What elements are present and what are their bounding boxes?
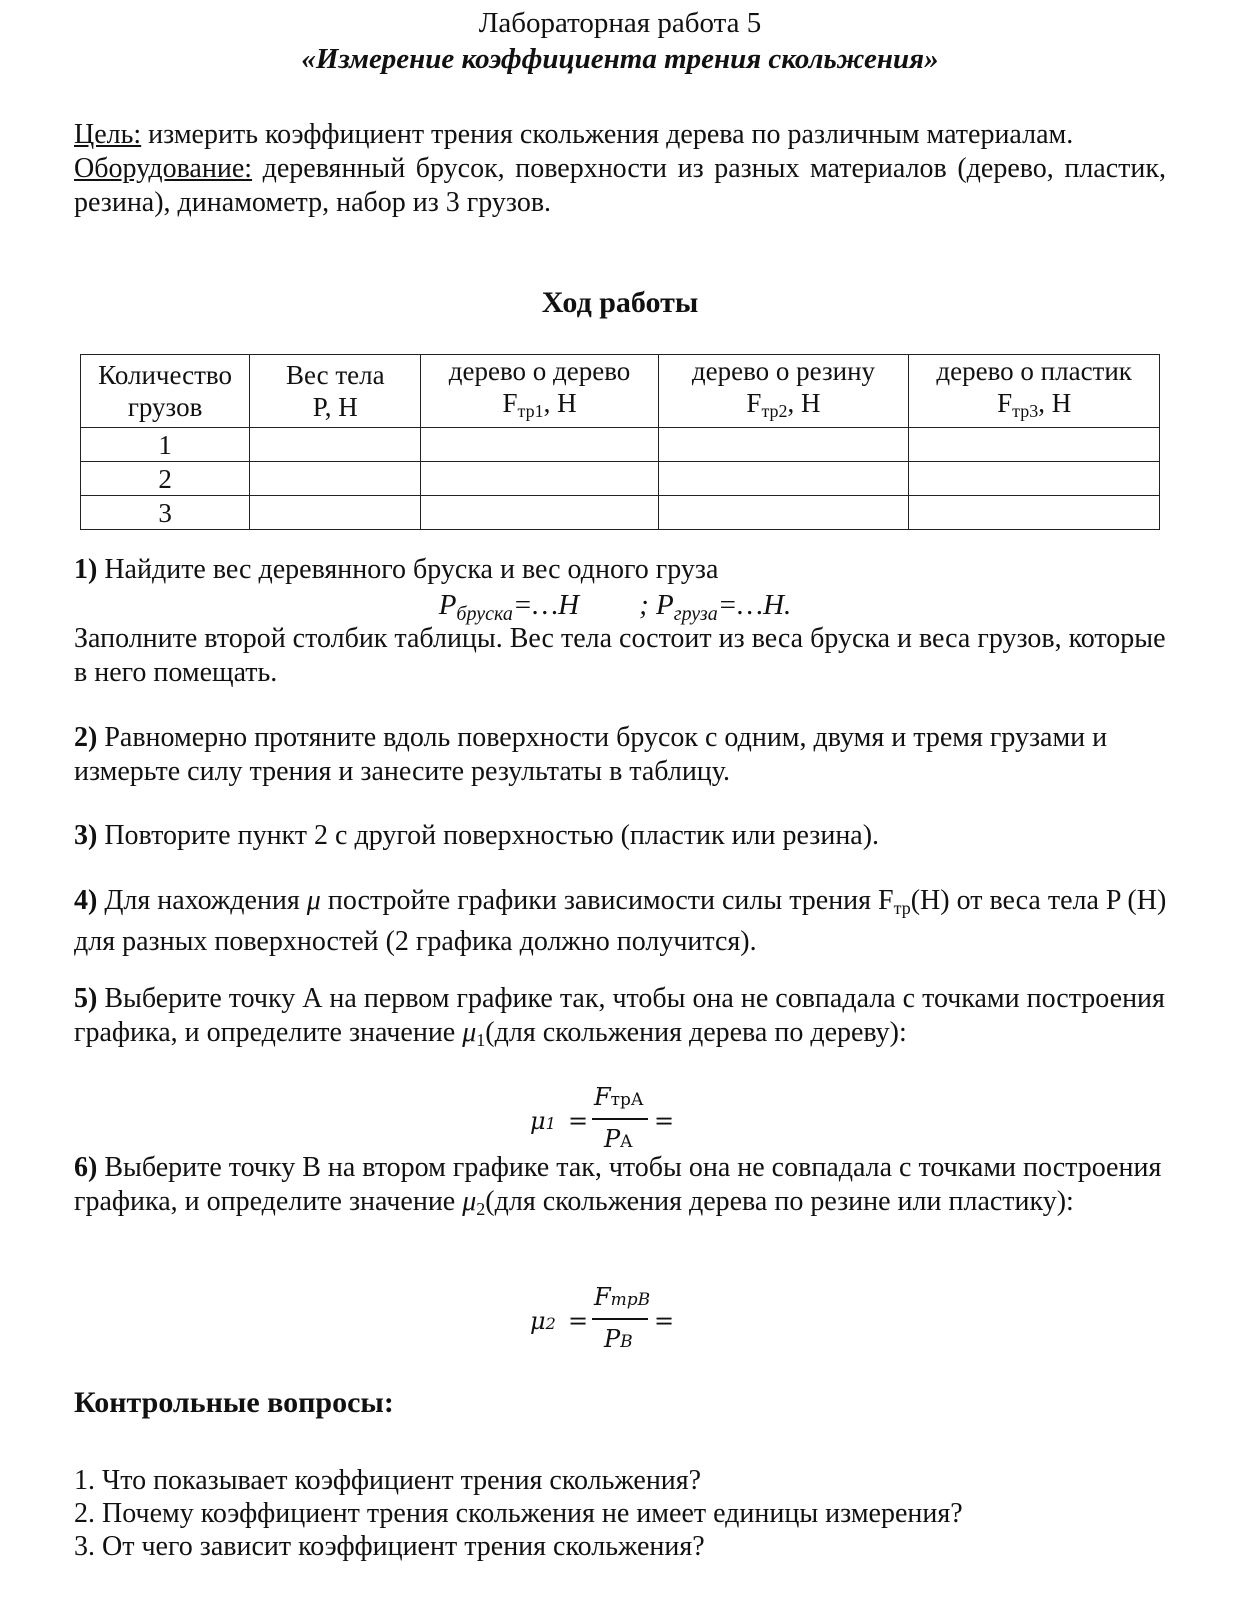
table-row [81, 496, 1160, 530]
step-5: 5) Выберите точку А на первом графике так, чтобы она не совпадала с точками построения графика, и определите значение $\mu_1(для$ скольжения дерева по дереву): [74, 983, 1165, 1050]
table-row [81, 462, 1160, 496]
header-cell: дерево о резину $F_{тр2}$, Н [658, 355, 909, 428]
doc-subtitle: «Измерение коэффициента трения скольжения» [301, 43, 939, 75]
table-cell [658, 428, 909, 462]
goal-text: измерить коэффициент трения скольжения дерева по различным материалам. [141, 119, 1074, 150]
table-header-row [81, 355, 1160, 428]
table-cell [421, 496, 658, 530]
table-cell [658, 462, 909, 496]
step-1: 1) Найдите вес деревянного бруска и вес одного груза [74, 554, 719, 585]
table-cell: 2 [81, 462, 250, 496]
mu2-formula: μ2 = FтрB PB = [530, 1283, 675, 1353]
table-cell [421, 462, 658, 496]
question-item: 2. Почему коэффициент трения скольжения не имеет единицы измерения? [74, 1498, 963, 1529]
question-item: 1. Что показывает коэффициент трения скольжения? [74, 1465, 702, 1496]
step-2: 2) Равномерно протяните вдоль поверхности брусок с одним, двумя и тремя грузами и измерьте силу трения и занесите результаты в таблицу. [74, 722, 1108, 787]
header-cell: дерево о дерево $F_{тр1}$, Н [421, 355, 658, 428]
mu1-formula: μ1 = FтрA PA = [530, 1083, 675, 1153]
step-6: 6) Выберите точку В на втором графике так, чтобы она не совпадала с точками построения графика, и определите значение $\mu_2(для$ скольжения дерева по резине или пластику): [74, 1152, 1162, 1219]
measurement-table [80, 354, 1160, 530]
goal-label: Цель: [74, 119, 142, 150]
table-cell [909, 462, 1160, 496]
question-item: 3. От чего зависит коэффициент трения скольжения? [74, 1531, 705, 1562]
intro-block [74, 118, 1166, 220]
step-1-note: Заполните второй столбик таблицы. Вес тела состоит из веса бруска и веса грузов, которые в него помещать. [74, 623, 1166, 688]
weight-formula: $P_{бруска}=\dots H$ ; $P_{груза}=\dots H$. [438, 589, 792, 625]
table-cell [250, 428, 421, 462]
header-cell: дерево о пластик $F_{тр3}$, Н [909, 355, 1160, 428]
step-4: 4) Для нахождения μ постройте графики зависимости силы трения $F_{тр}(Н)$ от веса тела P (Н) для разных поверхностей (2 графика должно получится). [74, 885, 1167, 957]
step-3: 3) Повторите пункт 2 с другой поверхностью (пластик или резина). [74, 820, 880, 851]
header-cell: Количество грузов [81, 355, 250, 428]
table-cell: 1 [81, 428, 250, 462]
equipment-text: деревянный брусок, поверхности из разных материалов (дерево, пластик, резина), динамометр, набор из 3 грузов. [74, 153, 1166, 218]
table-cell [250, 496, 421, 530]
table-cell [909, 496, 1160, 530]
table-cell [658, 496, 909, 530]
table-cell [909, 428, 1160, 462]
equipment-label: Оборудование: [74, 153, 253, 184]
questions-title: Контрольные вопросы: [74, 1386, 394, 1419]
section-title: Ход работы [541, 286, 699, 319]
table-cell [421, 428, 658, 462]
table-cell: 3 [81, 496, 250, 530]
table-row [81, 428, 1160, 462]
table-cell [250, 462, 421, 496]
header-cell: Вес тела P, Н [250, 355, 421, 428]
doc-title: Лабораторная работа 5 [478, 7, 762, 39]
